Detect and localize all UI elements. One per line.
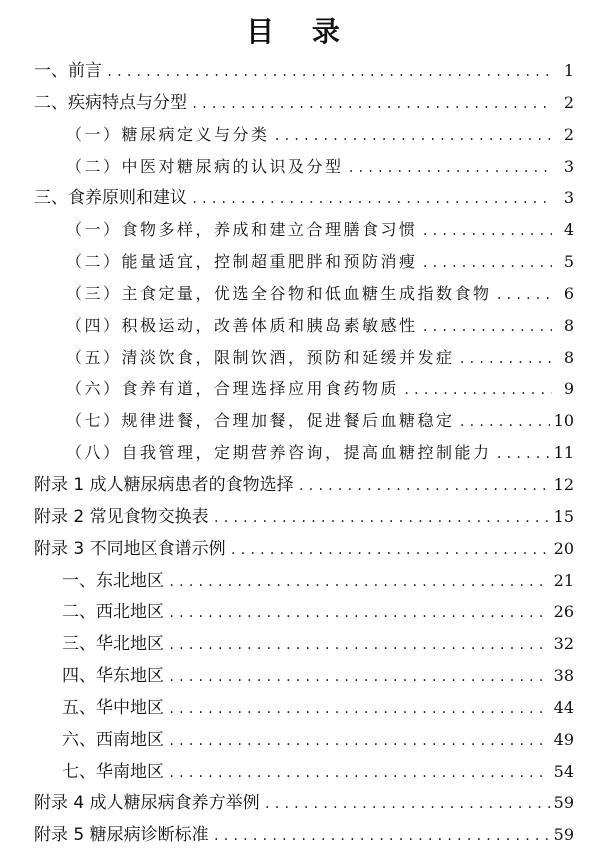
toc-entry-label: 三、食养原则和建议 [34,188,187,209]
toc-entry-page-number: 2 [563,124,574,144]
toc-entry-page-number: 44 [553,697,574,717]
dot-leader [168,598,550,630]
dot-leader [230,535,550,567]
dot-leader [168,726,550,758]
toc-entry-label: （二）中医对糖尿病的认识及分型 [66,156,344,176]
toc-entry[interactable] [0,565,600,597]
toc-entry[interactable] [0,310,600,342]
toc-entry-page-number: 59 [553,825,574,845]
toc-entry[interactable] [0,246,600,278]
dot-leader [213,821,550,853]
dot-leader [264,789,550,821]
toc-entry-page-number: 10 [553,411,574,431]
toc-entry-page-number: 8 [563,315,574,335]
toc-entry-label: 附录 1 成人糖尿病患者的食物选择 [34,474,294,495]
toc-entry[interactable] [0,405,600,437]
toc-entry-label: 七、华南地区 [62,761,164,782]
dot-leader [191,89,552,121]
toc-entry-page-number: 59 [553,793,574,813]
dot-leader [298,471,550,503]
dot-leader [168,630,550,662]
toc-entry[interactable] [0,533,600,565]
dot-leader [348,153,552,185]
toc-entry-page-number: 15 [553,506,574,526]
table-of-contents [0,55,600,851]
toc-entry-label: 一、东北地区 [62,570,164,591]
toc-entry-page-number: 3 [563,156,574,176]
toc-entry-label: 六、西南地区 [62,729,164,750]
toc-entry-label: 四、华东地区 [62,666,164,687]
toc-entry-page-number: 4 [563,220,574,240]
dot-leader [168,694,550,726]
toc-entry-page-number: 38 [553,666,574,686]
toc-entry[interactable] [0,87,600,119]
toc-entry-page-number: 1 [563,61,574,80]
toc-entry-label: （一）食物多样，养成和建立合理膳食习惯 [66,220,418,240]
toc-entry-page-number: 9 [563,379,574,399]
dot-leader [168,567,550,599]
dot-leader [274,121,552,153]
toc-entry[interactable] [0,373,600,405]
dot-leader [422,216,552,248]
toc-entry-page-number: 12 [553,474,574,494]
toc-entry[interactable] [0,596,600,628]
toc-entry-label: 三、华北地区 [62,634,164,655]
toc-entry-label: （四）积极运动，改善体质和胰岛素敏感性 [66,315,418,335]
toc-entry-label: 附录 3 不同地区食谱示例 [34,538,226,559]
toc-entry-page-number: 20 [553,538,574,558]
toc-entry-page-number: 54 [553,761,574,781]
toc-entry-label: 附录 2 常见食物交换表 [34,506,209,527]
toc-entry[interactable] [0,756,600,788]
toc-entry-page-number: 3 [563,188,574,208]
toc-entry-label: （五）清淡饮食，限制饮酒，预防和延缓并发症 [66,347,455,367]
toc-entry-label: 一、前言 [34,61,102,81]
dot-leader [459,344,552,376]
dot-leader [496,280,552,312]
toc-entry-page-number: 21 [553,570,574,590]
dot-leader [106,57,552,89]
toc-entry[interactable] [0,437,600,469]
toc-entry-label: 附录 4 成人糖尿病食养方举例 [34,793,260,814]
dot-leader [213,503,550,535]
toc-entry-label: 二、西北地区 [62,602,164,623]
toc-entry[interactable] [0,501,600,533]
toc-entry[interactable] [0,182,600,214]
toc-entry-page-number: 11 [553,443,574,463]
toc-entry[interactable] [0,724,600,756]
toc-entry-page-number: 32 [553,634,574,654]
toc-entry[interactable] [0,819,600,851]
toc-entry[interactable] [0,55,600,87]
toc-entry[interactable] [0,342,600,374]
toc-entry-label: （七）规律进餐，合理加餐，促进餐后血糖稳定 [66,411,455,431]
toc-entry-label: 五、华中地区 [62,697,164,718]
toc-entry-label: （八）自我管理，定期营养咨询，提高血糖控制能力 [66,443,492,463]
dot-leader [459,407,550,439]
dot-leader [191,184,552,216]
dot-leader [422,248,552,280]
toc-entry[interactable] [0,660,600,692]
toc-entry[interactable] [0,469,600,501]
page-title: 目 录 [246,15,354,48]
toc-entry-label: 附录 5 糖尿病诊断标准 [34,825,209,846]
toc-entry-page-number: 6 [563,283,574,303]
toc-entry[interactable] [0,692,600,724]
toc-entry[interactable] [0,214,600,246]
dot-leader [422,312,552,344]
toc-entry-label: （一）糖尿病定义与分类 [66,124,270,144]
toc-entry-label: （六）食养有道，合理选择应用食药物质 [66,379,400,399]
toc-entry[interactable] [0,278,600,310]
toc-entry-label: （二）能量适宜，控制超重肥胖和预防消瘦 [66,252,418,272]
toc-entry[interactable] [0,119,600,151]
toc-entry-page-number: 2 [563,92,574,112]
toc-entry-page-number: 49 [553,729,574,749]
dot-leader [403,375,552,407]
toc-entry[interactable] [0,151,600,183]
dot-leader [168,662,550,694]
toc-entry[interactable] [0,787,600,819]
dot-leader [168,758,550,790]
toc-entry-label: 二、疾病特点与分型 [34,92,187,113]
toc-entry-label: （三）主食定量，优选全谷物和低血糖生成指数食物 [66,283,492,303]
dot-leader [496,439,550,471]
toc-entry[interactable] [0,628,600,660]
toc-entry-page-number: 8 [563,347,574,367]
toc-entry-page-number: 5 [563,252,574,272]
toc-entry-page-number: 26 [553,602,574,622]
